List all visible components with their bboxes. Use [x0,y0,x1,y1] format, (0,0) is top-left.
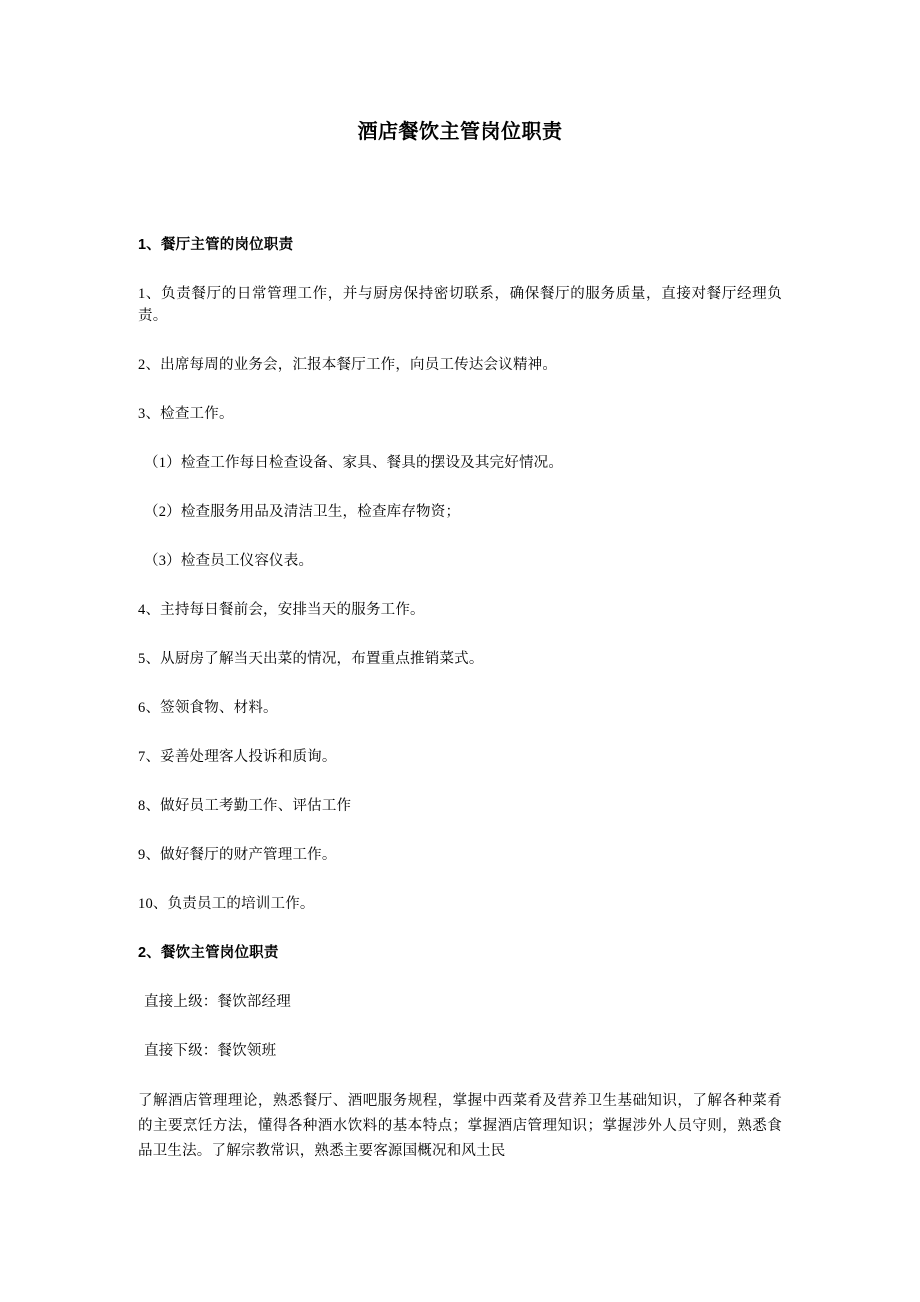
paragraph-6: 6、签领食物、材料。 [138,700,278,716]
paragraph-3: 3、检查工作。 [138,406,234,422]
paragraph-8: 8、做好员工考勤工作、评估工作 [138,798,352,814]
paragraph-3-item-1: （1）检查工作每日检查设备、家具、餐具的摆设及其完好情况。 [144,455,564,471]
paragraph-7: 7、妥善处理客人投诉和质询。 [138,749,337,765]
document-body [138,0,782,1164]
paragraph-4: 4、主持每日餐前会，安排当天的服务工作。 [138,602,425,618]
paragraph-1: 1、负责餐厅的日常管理工作，并与厨房保持密切联系，确保餐厅的服务质量，直接对餐厅经理负责。 [138,286,782,324]
section-heading-1: 1、餐厅主管的岗位职责 [138,237,294,253]
paragraph-5: 5、从厨房了解当天出菜的情况，布置重点推销菜式。 [138,651,484,667]
direct-supervisor-line: 直接上级：餐饮部经理 [144,994,291,1010]
paragraph-9: 9、做好餐厅的财产管理工作。 [138,847,337,863]
paragraph-10: 10、负责员工的培训工作。 [138,896,315,912]
paragraph-3-item-2: （2）检查服务用品及清洁卫生，检查库存物资； [144,504,461,520]
title-spacer [138,146,782,234]
section-heading-2: 2、餐饮主管岗位职责 [138,945,279,961]
qualifications-paragraph: 了解酒店管理理论，熟悉餐厅、酒吧服务规程，掌握中西菜肴及营养卫生基础知识，了解各种菜肴的主要烹饪方法，懂得各种酒水饮料的基本特点；掌握酒店管理知识；掌握涉外人员守则，熟悉食品卫生法。了解宗教常识，熟悉主要客源国概况和风土民 [138,1093,782,1159]
direct-subordinate-line: 直接下级：餐饮领班 [144,1043,277,1059]
paragraph-3-item-3: （3）检查员工仪容仪表。 [144,553,314,569]
page-title: 酒店餐饮主管岗位职责 [357,121,563,143]
paragraph-2: 2、出席每周的业务会，汇报本餐厅工作，向员工传达会议精神。 [138,357,558,373]
